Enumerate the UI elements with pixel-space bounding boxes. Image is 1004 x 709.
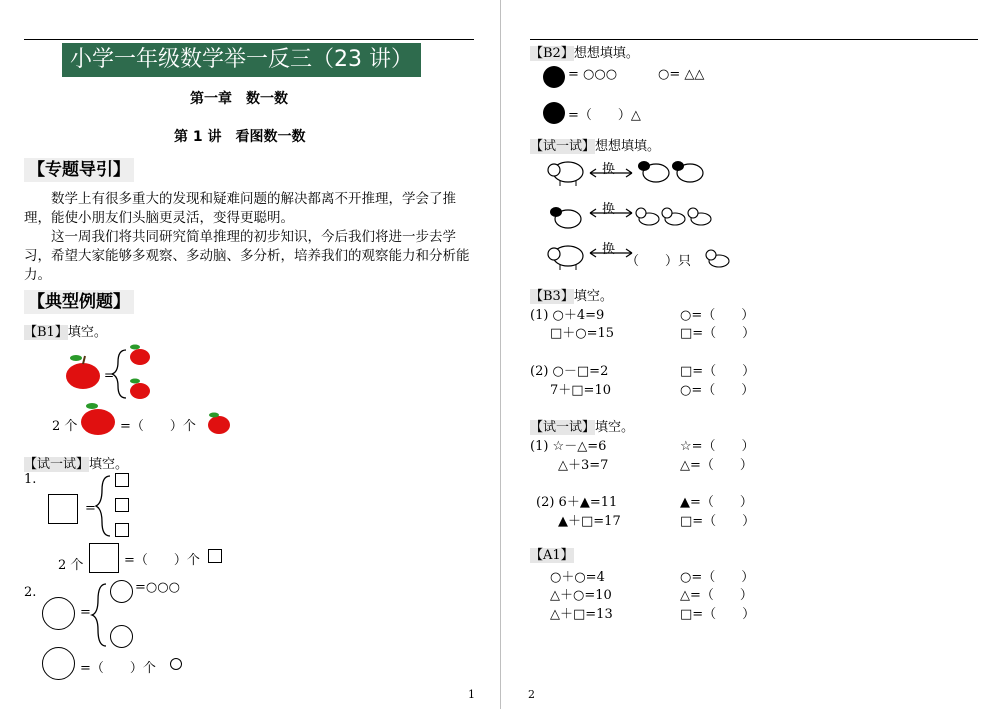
a1-label	[530, 547, 574, 565]
b3-eq-1: (1) ○＋4=9	[530, 308, 605, 323]
b3-ans-2[interactable]: □=（ ）	[680, 326, 756, 341]
swap-label-2: 换	[602, 202, 616, 217]
b1-label	[24, 321, 107, 342]
chapter-heading: 第一章 数一数	[190, 91, 288, 107]
a1-eq-1: ○＋○=4	[550, 570, 605, 585]
item-1-label: 1.	[24, 472, 37, 487]
t3-ans-1[interactable]: ☆=（ ）	[680, 439, 755, 454]
b3-ans-4[interactable]: ○=（ ）	[680, 383, 755, 398]
apple-icon-small-bottom	[130, 379, 150, 400]
double-arrow-2	[588, 208, 634, 218]
a1-ans-1[interactable]: ○=（ ）	[680, 570, 755, 585]
circle-large	[42, 597, 75, 630]
circle-large-2	[42, 647, 75, 680]
examples-section-heading: 【典型例题】	[24, 290, 134, 314]
b2-line1-right: ○= △△	[658, 67, 705, 82]
square-small-4	[208, 549, 222, 563]
try3-label	[530, 416, 634, 437]
dog-icon-2	[660, 204, 688, 228]
a1-ans-3[interactable]: □=（ ）	[680, 607, 756, 622]
brace	[112, 350, 126, 398]
b3-eq-3: (2) ○－□=2	[530, 364, 609, 379]
try-tag: 【试一试】	[24, 457, 90, 472]
t3-ans-3[interactable]: ▲=（ ）	[680, 495, 753, 510]
top-rule-page1	[24, 39, 474, 40]
a1-eq-2: △＋○=10	[550, 588, 612, 603]
a1-eq-3: △＋□=13	[550, 607, 613, 622]
square-small-2	[115, 498, 129, 512]
try3-tag: 【试一试】	[530, 420, 596, 435]
circle-medium-top	[110, 580, 133, 603]
square-small-3	[115, 523, 129, 537]
pig-icon-1	[546, 156, 586, 188]
t3-eq-2: △＋3=7	[558, 458, 609, 473]
b3-tag: 【B3】	[530, 289, 574, 304]
b3-text: 填空。	[573, 289, 613, 304]
b3-eq-2: □＋○=15	[550, 326, 615, 341]
b3-label	[530, 285, 613, 306]
try2-tag: 【试一试】	[530, 139, 596, 154]
page-number-2: 2	[528, 688, 535, 701]
dog-icon-1	[634, 204, 662, 228]
apple-equation-figure	[62, 342, 162, 404]
pig-icon-2	[546, 240, 586, 272]
item-2-label: 2.	[24, 585, 37, 600]
circle-small-answer	[170, 658, 182, 670]
brace-sq	[94, 472, 114, 540]
sheep-icon-3	[548, 202, 584, 234]
sheep-icon-1	[636, 156, 672, 188]
intro-paragraph-2: 这一周我们将共同研究简单推理的初步知识，今后我们将进一步去学习，希望大家能够多观察、多动脑、多分析，培养我们的观察能力和分析能力。	[24, 229, 470, 283]
try2-text: 想想填填。	[595, 139, 661, 154]
top-rule-page2	[530, 39, 978, 40]
t3-ans-2[interactable]: △=（ ）	[680, 458, 753, 473]
b2-tag: 【B2】	[530, 46, 574, 61]
page-number-1: 1	[468, 688, 475, 701]
two-apples-label: 2 个	[52, 419, 78, 434]
b1-text: 填空。	[67, 325, 107, 340]
b2-text: 想想填填。	[573, 46, 639, 61]
try-label-page1	[24, 453, 128, 474]
t3-eq-4: ▲＋□=17	[558, 514, 621, 529]
b2-label	[530, 42, 639, 63]
dog-icon-3	[686, 204, 714, 228]
dog-icon-4	[704, 246, 732, 270]
brace-circ	[90, 580, 110, 650]
square-small-1	[115, 473, 129, 487]
t3-eq-1: (1) ☆－△=6	[530, 439, 607, 454]
try2-label	[530, 135, 660, 156]
a1-ans-2[interactable]: △=（ ）	[680, 588, 753, 603]
equals-sign-circ: =	[80, 605, 91, 620]
page-separator	[500, 0, 501, 709]
a1-tag: 【A1】	[530, 548, 574, 563]
circle-medium-bottom	[110, 625, 133, 648]
book-title-banner: 小学一年级数学举一反三（23 讲）	[62, 43, 421, 77]
double-arrow-1	[588, 168, 634, 178]
square-large	[48, 494, 78, 524]
apple-answer-blank[interactable]: =（ ）个	[120, 419, 196, 434]
sheep-icon-2	[670, 156, 706, 188]
try3-text: 填空。	[595, 420, 635, 435]
apple-icon-small-3	[206, 410, 232, 436]
t3-eq-3: (2) 6＋▲=11	[536, 495, 618, 510]
swap-label-3: 换	[602, 242, 616, 257]
circle-answer-blank[interactable]: =（ ）个	[80, 661, 156, 676]
swap-label-1: 换	[602, 162, 616, 177]
apple-icon-large	[66, 355, 100, 389]
dog-count-blank[interactable]: （ ）只	[626, 254, 692, 269]
equals-sign-sq: =	[85, 501, 96, 516]
lesson-heading: 第 1 讲 看图数一数	[174, 129, 306, 145]
two-squares-label: 2 个	[58, 558, 84, 573]
filled-circle-2	[543, 102, 565, 124]
t3-ans-4[interactable]: □=（ ）	[680, 514, 756, 529]
equals-sign: =	[104, 368, 115, 382]
b3-eq-4: 7＋□=10	[550, 383, 611, 398]
b1-tag: 【B1】	[24, 325, 68, 340]
try-text: 填空。	[89, 457, 129, 472]
b2-line2[interactable]: =（ ）△	[568, 108, 641, 123]
b2-line1-left: = ○○○	[568, 67, 618, 82]
square-large-2	[89, 543, 119, 573]
b3-ans-3[interactable]: □=（ ）	[680, 364, 756, 379]
intro-section-heading: 【专题导引】	[24, 158, 134, 182]
three-circles-text: =○○○	[135, 580, 180, 595]
b3-ans-1[interactable]: ○=（ ）	[680, 308, 755, 323]
intro-paragraph-1: 数学上有很多重大的发现和疑难问题的解决都离不开推理，学会了推理，能使小朋友们头脑更灵活，变得更聪明。	[24, 191, 456, 226]
square-answer-blank[interactable]: =（ ）个	[124, 553, 200, 568]
apple-icon-large-2	[80, 400, 116, 436]
filled-circle-1	[543, 66, 565, 88]
apple-icon-small-top	[130, 345, 150, 366]
